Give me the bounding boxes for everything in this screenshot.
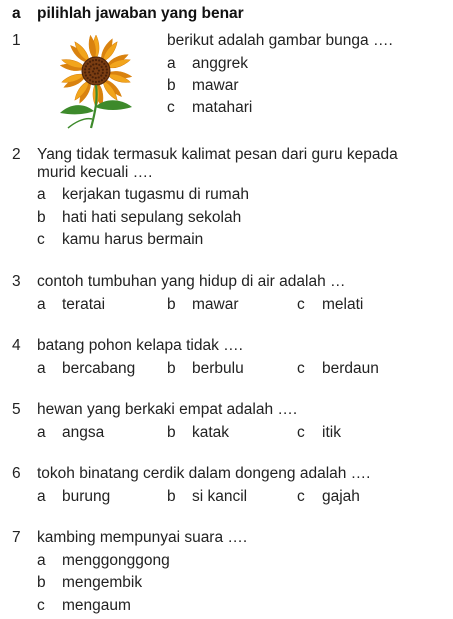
- question-text: berikut adalah gambar bunga ….: [167, 32, 393, 49]
- section-heading: pilihlah jawaban yang benar: [37, 5, 244, 22]
- option-text[interactable]: itik: [322, 424, 341, 441]
- option-letter: a: [167, 55, 176, 72]
- option-text[interactable]: kerjakan tugasmu di rumah: [62, 186, 249, 203]
- sunflower-seed: [89, 61, 91, 63]
- question-text: tokoh binatang cerdik dalam dongeng adalah ….: [37, 465, 371, 482]
- option-letter: b: [167, 424, 176, 441]
- option-text[interactable]: katak: [192, 424, 230, 441]
- sunflower-seed: [101, 66, 103, 68]
- sunflower-seed: [98, 80, 100, 82]
- option-text[interactable]: berbulu: [192, 360, 244, 377]
- option-letter: b: [167, 296, 176, 313]
- option-letter: b: [37, 574, 46, 591]
- option-text[interactable]: mawar: [192, 77, 239, 94]
- option-text[interactable]: melati: [322, 296, 364, 313]
- question-number: 2: [12, 146, 21, 163]
- option-text[interactable]: angsa: [62, 424, 105, 441]
- question-text: contoh tumbuhan yang hidup di air adalah …: [37, 273, 346, 290]
- option-letter: a: [37, 360, 46, 377]
- sunflower-seed: [84, 68, 86, 70]
- sunflower-seed: [88, 71, 90, 73]
- option-letter: a: [37, 296, 46, 313]
- sunflower-seed: [95, 81, 97, 83]
- option-text[interactable]: berdaun: [322, 360, 379, 377]
- sunflower-seed: [87, 63, 89, 65]
- sunflower-seed: [105, 65, 107, 67]
- option-letter: a: [37, 552, 46, 569]
- option-letter: b: [167, 77, 176, 94]
- sunflower-seed: [89, 79, 91, 81]
- option-text[interactable]: anggrek: [192, 55, 249, 72]
- sunflower-seed: [92, 80, 94, 82]
- option-text[interactable]: bercabang: [62, 360, 136, 377]
- sunflower-seed: [98, 59, 100, 61]
- question-number: 3: [12, 273, 21, 290]
- sunflower-seed: [94, 73, 96, 75]
- option-text[interactable]: si kancil: [192, 488, 248, 505]
- sunflower-seed: [85, 74, 87, 76]
- option-letter: c: [297, 360, 305, 377]
- option-text[interactable]: mawar: [192, 296, 239, 313]
- option-text[interactable]: mengaum: [62, 597, 131, 614]
- option-text[interactable]: mengembik: [62, 574, 143, 591]
- question-number: 1: [12, 32, 21, 49]
- option-letter: c: [167, 99, 175, 116]
- sunflower-seed: [93, 68, 95, 70]
- sunflower-seed: [106, 72, 108, 74]
- option-letter: a: [37, 424, 46, 441]
- option-text[interactable]: gajah: [322, 488, 360, 505]
- option-letter: c: [297, 296, 305, 313]
- sunflower-seed: [92, 63, 94, 65]
- sunflower-seed: [92, 70, 94, 72]
- sunflower-seed: [89, 74, 91, 76]
- sunflower-seed: [105, 75, 107, 77]
- option-letter: c: [37, 597, 45, 614]
- sunflower-seed: [101, 61, 103, 63]
- sunflower-seed: [97, 72, 99, 74]
- option-text[interactable]: menggonggong: [62, 552, 170, 569]
- option-letter: a: [37, 186, 46, 203]
- option-letter: b: [167, 488, 176, 505]
- sunflower-seed: [101, 79, 103, 81]
- sunflower-seed: [106, 68, 108, 70]
- option-letter: c: [297, 488, 305, 505]
- sunflower-seed: [98, 69, 100, 71]
- sunflower-seed: [103, 63, 105, 65]
- sunflower-seed: [95, 63, 97, 65]
- sunflower-seed: [92, 59, 94, 61]
- option-text[interactable]: kamu harus bermain: [62, 231, 204, 248]
- question-text-line: Yang tidak termasuk kalimat pesan dari guru kepada: [37, 146, 398, 163]
- question-number: 4: [12, 337, 21, 354]
- sunflower-seed: [92, 76, 94, 78]
- sunflower-seed: [96, 67, 98, 69]
- question-number: 6: [12, 465, 21, 482]
- question-number: 7: [12, 529, 21, 546]
- sunflower-seed: [98, 64, 100, 66]
- option-text[interactable]: hati hati sepulang sekolah: [62, 209, 242, 226]
- sunflower-image: [54, 33, 140, 129]
- sunflower-seed: [88, 68, 90, 70]
- option-letter: c: [297, 424, 305, 441]
- question-number: 5: [12, 401, 21, 418]
- sunflower-seed: [98, 76, 100, 78]
- option-letter: b: [167, 360, 176, 377]
- option-letter: b: [37, 209, 46, 226]
- option-text[interactable]: burung: [62, 488, 111, 505]
- sunflower-seed: [87, 77, 89, 79]
- sunflower-seed: [103, 77, 105, 79]
- option-letter: a: [37, 488, 46, 505]
- question-text: hewan yang berkaki empat adalah ….: [37, 401, 298, 418]
- option-text[interactable]: teratai: [62, 296, 106, 313]
- section-letter: a: [12, 5, 21, 22]
- question-text: batang pohon kelapa tidak ….: [37, 337, 243, 354]
- sunflower-seed: [95, 59, 97, 61]
- option-text[interactable]: matahari: [192, 99, 253, 116]
- question-text-line: murid kecuali ….: [37, 164, 153, 181]
- sunflower-seed: [85, 65, 87, 67]
- sunflower-seed: [102, 69, 104, 71]
- sunflower-seed: [90, 65, 92, 67]
- sunflower-seed: [84, 71, 86, 73]
- sunflower-seed: [102, 72, 104, 74]
- option-letter: c: [37, 231, 45, 248]
- sunflower-seed: [100, 75, 102, 77]
- question-text: kambing mempunyai suara ….: [37, 529, 248, 546]
- sunflower-seed: [95, 77, 97, 79]
